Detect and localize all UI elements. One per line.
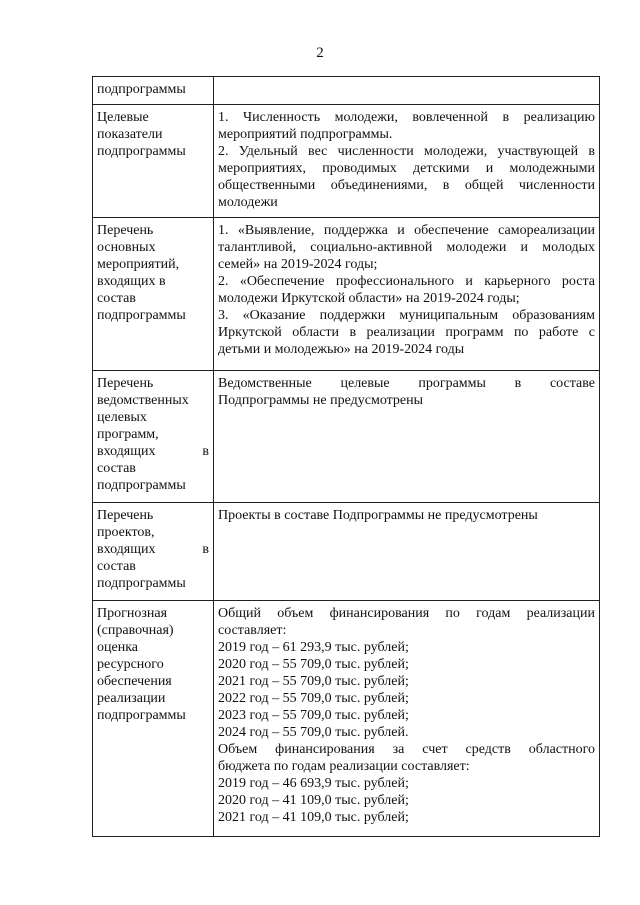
row-content-line: Ведомственные целевые программы в составе (218, 376, 595, 391)
row-content-line: общественными объединениями, в общей численности (218, 178, 595, 193)
row-label-line: Прогнозная (97, 606, 168, 621)
row-content-line: 2. «Обеспечение профессионального и карьерного роста (218, 274, 595, 289)
row-content-line: мероприятиях, проводимых детскими и молодежными (218, 161, 595, 176)
row-content-line: молодежи (218, 195, 278, 210)
row-content-line: 2. Удельный вес численности молодежи, участвующей в (218, 144, 595, 159)
row-content-line: мероприятий подпрограммы. (218, 127, 393, 142)
row-label-line: Перечень (97, 508, 154, 523)
row-content-cell (214, 601, 600, 837)
row-content-line: 2020 год – 41 109,0 тыс. рублей; (218, 793, 409, 808)
table-row (93, 503, 600, 601)
row-label-cell (93, 601, 214, 837)
row-label-cell (93, 105, 214, 218)
row-label-line: Целевые (97, 110, 149, 125)
row-content-line: 2021 год – 55 709,0 тыс. рублей; (218, 674, 409, 689)
table-row (93, 77, 600, 105)
row-content-line: 1. «Выявление, поддержка и обеспечение самореализации (218, 223, 595, 238)
row-label-line: состав (97, 291, 136, 306)
row-label-line: входящих в (97, 274, 166, 289)
row-label-line: Перечень (97, 376, 154, 391)
table-row (93, 105, 600, 218)
row-content-line: 2020 год – 55 709,0 тыс. рублей; (218, 657, 409, 672)
row-label-line: входящих в (97, 542, 209, 557)
row-label-line: показатели (97, 127, 163, 142)
subprogram-passport-table (92, 76, 600, 837)
row-content-line: 2019 год – 61 293,9 тыс. рублей; (218, 640, 409, 655)
row-label-line: оценка (97, 640, 139, 655)
row-label-line: (справочная) (97, 623, 174, 638)
row-content-line: 2019 год – 46 693,9 тыс. рублей; (218, 776, 409, 791)
row-content-line: 2021 год – 41 109,0 тыс. рублей; (218, 810, 409, 825)
row-label-cell (93, 371, 214, 503)
row-label-line: мероприятий, (97, 257, 180, 272)
row-label-line: целевых (97, 410, 147, 425)
row-label-cell (93, 218, 214, 371)
row-content-line: детьми и молодежью» на 2019-2024 годы (218, 342, 465, 357)
row-content-line: Подпрограммы не предусмотрены (218, 393, 424, 408)
row-label-line: проектов, (97, 525, 155, 540)
row-content-line: Проекты в составе Подпрограммы не предусмотрены (218, 508, 538, 523)
row-content-line: талантливой, социально-активной молодежи и молодых (218, 240, 595, 255)
row-label-line: ресурсного (97, 657, 164, 672)
table-row (93, 371, 600, 503)
row-content-cell (214, 105, 600, 218)
row-content-line: 1. Численность молодежи, вовлеченной в реализацию (218, 110, 595, 125)
row-label-line: Перечень (97, 223, 154, 238)
row-label-line: ведомственных (97, 393, 189, 408)
row-content-line: Иркутской области в реализации программ по работе с (218, 325, 595, 340)
table-body (93, 77, 600, 837)
row-content-line: составляет: (218, 623, 287, 638)
row-content-line: 2022 год – 55 709,0 тыс. рублей; (218, 691, 409, 706)
row-label-line: основных (97, 240, 156, 255)
row-content-line: бюджета по годам реализации составляет: (218, 759, 470, 774)
table-row (93, 218, 600, 371)
row-content-line: Объем финансирования за счет средств областного (218, 742, 595, 757)
row-content-cell (214, 218, 600, 371)
row-label-line: подпрограммы (97, 478, 186, 493)
row-label-line: подпрограммы (97, 82, 186, 97)
row-content-line: молодежи Иркутской области» на 2019-2024 годы; (218, 291, 520, 306)
row-content-cell (214, 77, 600, 105)
row-label-cell (93, 77, 214, 105)
row-label-line: состав (97, 461, 136, 476)
table-row (93, 601, 600, 837)
row-content-line: Общий объем финансирования по годам реализации (218, 606, 595, 621)
row-label-line: подпрограммы (97, 576, 186, 591)
row-label-line: программ, (97, 427, 159, 442)
row-content-line: 2023 год – 55 709,0 тыс. рублей; (218, 708, 409, 723)
row-content-line: 2024 год – 55 709,0 тыс. рублей. (218, 725, 409, 740)
row-content-line: семей» на 2019-2024 годы; (218, 257, 378, 272)
page-number: 2 (316, 45, 324, 61)
row-label-line: реализации (97, 691, 166, 706)
row-content-cell (214, 503, 600, 601)
row-label-line: подпрограммы (97, 144, 186, 159)
row-content-cell (214, 371, 600, 503)
row-label-line: входящих в (97, 444, 209, 459)
row-label-cell (93, 503, 214, 601)
row-content-line: 3. «Оказание поддержки муниципальным образованиям (218, 308, 595, 323)
row-label-line: подпрограммы (97, 308, 186, 323)
row-label-line: обеспечения (97, 674, 172, 689)
row-label-line: подпрограммы (97, 708, 186, 723)
row-label-line: состав (97, 559, 136, 574)
